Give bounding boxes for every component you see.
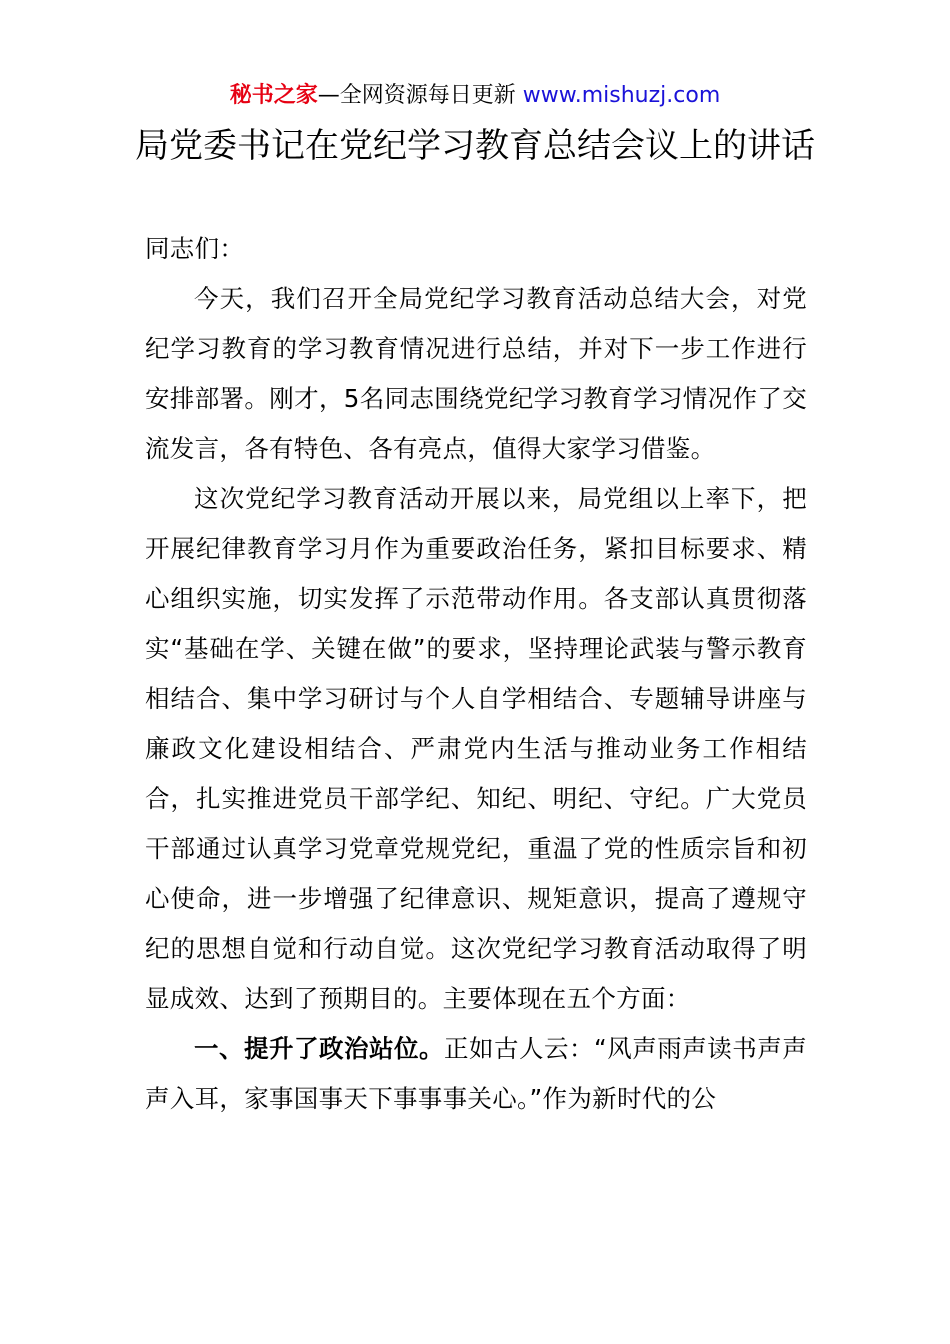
- paragraph-2: 这次党纪学习教育活动开展以来，局党组以上率下，把开展纪律教育学习月作为重要政治任务，紧扣目标要求、精心组织实施，切实发挥了示范带动作用。各支部认真贯彻落实“基础在学、关键在做”的要求，坚持理论武装与警示教育相结合、集中学习研讨与个人自学相结合、专题辅导讲座与廉政文化建设相结合、严肃党内生活与推动业务工作相结合，扎实推进党员干部学纪、知纪、明纪、守纪。广大党员干部通过认真学习党章党规党纪，重温了党的性质宗旨和初心使命，进一步增强了纪律意识、规矩意识，提高了遵规守纪的思想自觉和行动自觉。这次党纪学习教育活动取得了明显成效、达到了预期目的。主要体现在五个方面：: [145, 484, 807, 1013]
- site-header: [0, 80, 950, 112]
- section-1-text: 正如古人云：“风声雨声读书声声声入耳，家事国事天下事事事关心。”作为新时代的公: [145, 1034, 807, 1113]
- site-url-link[interactable]: www.mishuzj.com: [522, 83, 721, 108]
- section-1-heading: 一、提升了政治站位。: [194, 1034, 444, 1063]
- document-body: [145, 224, 807, 1124]
- brand-name: 秘书之家: [229, 83, 318, 108]
- section-1-paragraph: [145, 1024, 807, 1124]
- salutation: 同志们：: [145, 234, 245, 263]
- paragraph-1: 今天，我们召开全局党纪学习教育活动总结大会，对党纪学习教育的学习教育情况进行总结，并对下一步工作进行安排部署。刚才，5名同志围绕党纪学习教育学习情况作了交流发言，各有特色、各有亮点，值得大家学习借鉴。: [145, 284, 807, 463]
- header-tagline: —全网资源每日更新: [317, 83, 523, 108]
- document-title: 局党委书记在党纪学习教育总结会议上的讲话: [135, 126, 815, 166]
